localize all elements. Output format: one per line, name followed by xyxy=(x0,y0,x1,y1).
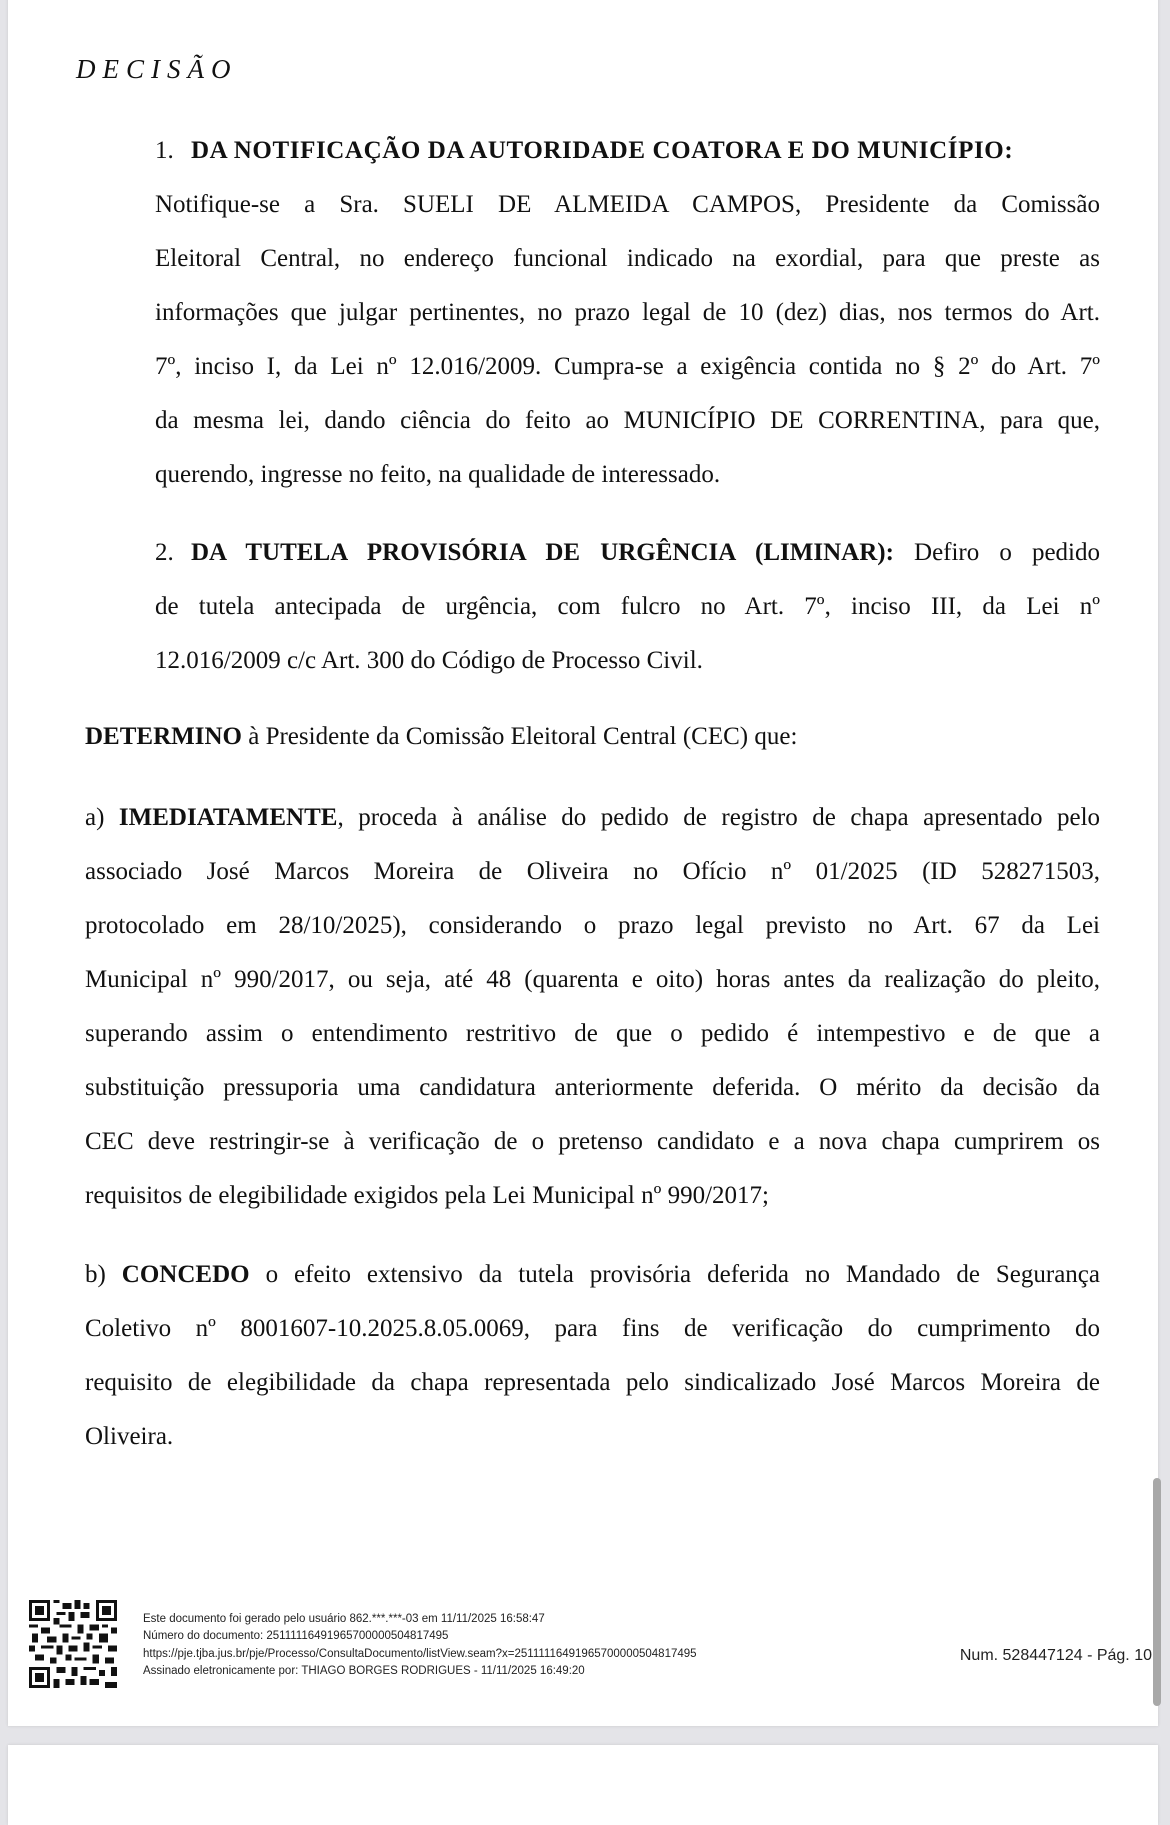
text-line: CEC deve restringir-se à verificação de o pretenso candidato e a nova chapa cumprirem os xyxy=(85,1128,1100,1155)
generated-by-line: Este documento foi gerado pelo usuário 862.***.***-03 em 11/11/2025 16:58:47 xyxy=(143,1613,545,1625)
text-line: protocolado em 28/10/2025), considerando o prazo legal previsto no Art. 67 da Lei xyxy=(85,912,1100,939)
section-1-heading xyxy=(155,124,1100,178)
section-number: 2. xyxy=(155,539,174,566)
determino-text: à Presidente da Comissão Eleitoral Central (CEC) que: xyxy=(241,723,798,750)
text-line: Notifique-se a Sra. SUELI DE ALMEIDA CAMPOS, Presidente da Comissão xyxy=(155,191,1100,218)
text-line: querendo, ingresse no feito, na qualidade de interessado. xyxy=(155,461,721,488)
section-heading: DA TUTELA PROVISÓRIA DE URGÊNCIA (LIMINAR): xyxy=(191,539,894,566)
item-a-label: IMEDIATAMENTE xyxy=(118,804,338,831)
text-line: requisitos de elegibilidade exigidos pela Lei Municipal nº 990/2017; xyxy=(85,1182,769,1209)
vertical-scrollbar[interactable] xyxy=(1153,1478,1161,1706)
item-prefix: a) xyxy=(85,804,119,831)
text-line: o efeito extensivo da tutela provisória deferida no Mandado de Segurança xyxy=(249,1261,1100,1288)
document-title: DECISÃO xyxy=(76,54,238,84)
section-number: 1. xyxy=(155,137,174,164)
text-line: Municipal nº 990/2017, ou seja, até 48 (quarenta e oito) horas antes da realização do pleito, xyxy=(85,966,1100,993)
text-line: 12.016/2009 c/c Art. 300 do Código de Processo Civil. xyxy=(155,647,703,674)
section-heading-tail: Defiro o pedido xyxy=(914,539,1101,566)
determino-paragraph xyxy=(85,710,1100,764)
text-line: Eleitoral Central, no endereço funcional indicado na exordial, para que preste as xyxy=(155,245,1100,272)
item-prefix: b) xyxy=(85,1261,122,1288)
text-line: da mesma lei, dando ciência do feito ao MUNICÍPIO DE CORRENTINA, para que, xyxy=(155,407,1100,434)
text-line: requisito de elegibilidade da chapa representada pelo sindicalizado José Marcos Moreira de xyxy=(85,1369,1100,1396)
document-number-line: Número do documento: 25111116491965700000504817495 xyxy=(143,1630,449,1643)
text-line: , proceda à análise do pedido de registro de chapa apresentado pelo xyxy=(337,804,1101,831)
text-line: Oliveira. xyxy=(85,1423,174,1450)
document-signature-info xyxy=(143,1611,697,1680)
section-2-heading xyxy=(155,526,1100,580)
section-heading: DA NOTIFICAÇÃO DA AUTORIDADE COATORA E DO MUNICÍPIO: xyxy=(191,137,1014,164)
item-b xyxy=(85,1248,1100,1464)
text-line: superando assim o entendimento restritivo de que o pedido é intempestivo e de que a xyxy=(85,1020,1100,1047)
section-2-body xyxy=(155,580,1100,688)
signed-by-line: Assinado eletronicamente por: THIAGO BORGES RODRIGUES - 11/11/2025 16:49:20 xyxy=(143,1664,585,1677)
document-url-link[interactable]: https://pje.tjba.jus.br/pje/Processo/ConsultaDocumento/listView.seam?x=25111116491965700000504817495 xyxy=(143,1647,697,1660)
section-1-body xyxy=(155,178,1100,502)
text-line: informações que julgar pertinentes, no prazo legal de 10 (dez) dias, nos termos do Art. xyxy=(155,299,1100,326)
item-a xyxy=(85,791,1100,1223)
text-line: Coletivo nº 8001607-10.2025.8.05.0069, para fins de verificação do cumprimento do xyxy=(85,1315,1100,1342)
text-line: de tutela antecipada de urgência, com fulcro no Art. 7º, inciso III, da Lei nº xyxy=(155,593,1100,620)
document-page xyxy=(8,0,1158,1726)
qr-code-icon xyxy=(28,1600,118,1688)
determino-label: DETERMINO xyxy=(85,723,242,750)
text-line: associado José Marcos Moreira de Oliveira no Ofício nº 01/2025 (ID 528271503, xyxy=(85,858,1100,885)
text-line: 7º, inciso I, da Lei nº 12.016/2009. Cumpra-se a exigência contida no § 2º do Art. 7º xyxy=(155,353,1100,380)
next-document-page xyxy=(8,1745,1158,1825)
page-number: Num. 528447124 - Pág. 10 xyxy=(959,1647,1152,1664)
text-line: substituição pressuporia uma candidatura anteriormente deferida. O mérito da decisão da xyxy=(85,1074,1100,1101)
item-b-label: CONCEDO xyxy=(121,1261,250,1288)
